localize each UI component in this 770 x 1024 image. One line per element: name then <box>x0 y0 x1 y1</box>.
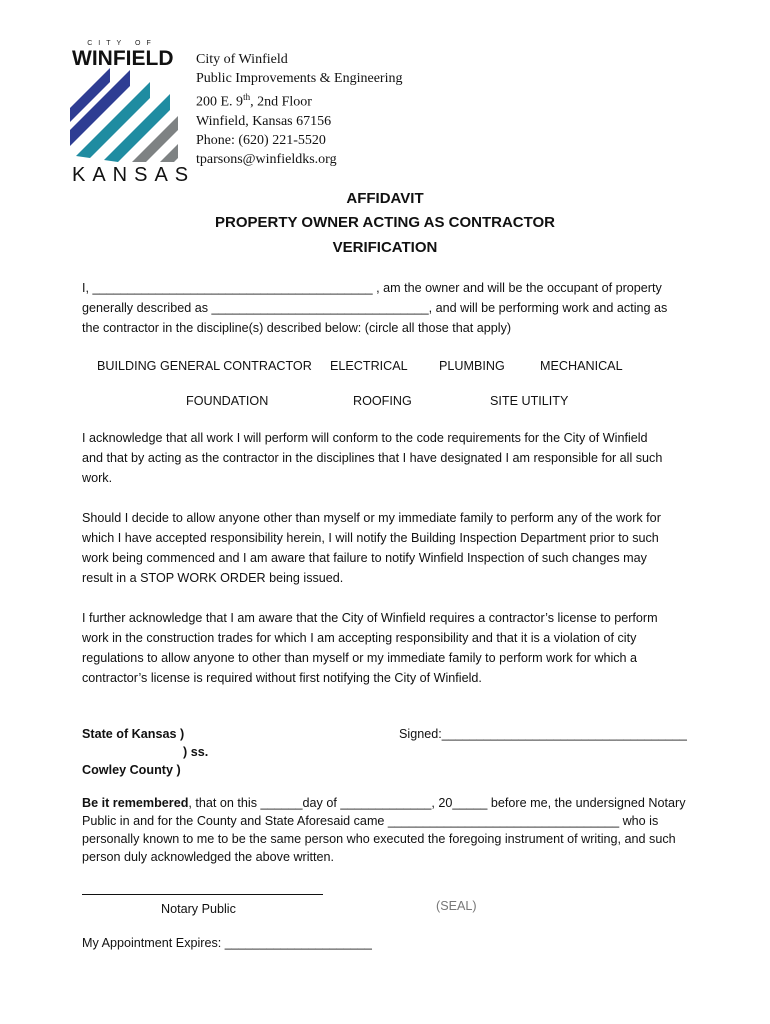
text-line: work being commenced and I am aware that failure to notify Winfield Inspection of such changes may <box>82 551 647 565</box>
text-line: work. <box>82 471 113 485</box>
title-property-owner: PROPERTY OWNER ACTING AS CONTRACTOR <box>214 214 555 231</box>
text-line: personally known to me to be the same person who executed the foregoing instrument of writing, and such <box>82 832 676 846</box>
city-logo <box>66 40 196 190</box>
trade-foundation[interactable]: FOUNDATION <box>186 394 269 408</box>
text-line: and that by acting as the contractor in the disciplines that I have designated I am responsible for all such <box>82 451 663 465</box>
title-verification: VERIFICATION <box>332 239 438 256</box>
remembered-paragraph <box>82 794 694 866</box>
text-line: work in the construction trades for which I am accepting responsibility and that it is a violation of city <box>82 631 637 645</box>
text-line: Public in and for the County and State Aforesaid came _________________________________ who is <box>82 814 659 828</box>
text-line: regulations to allow anyone to other than myself or my immediate family to perform work for which a <box>82 651 638 665</box>
address-street: 200 E. 9th, 2nd Floor <box>196 92 312 110</box>
logo-stripes-graphic <box>70 68 182 164</box>
address-email: tparsons@winfieldks.org <box>196 151 337 167</box>
acknowledge-paragraph <box>82 428 694 488</box>
appointment-expires-field[interactable]: My Appointment Expires: _____________________ <box>82 936 372 950</box>
trade-plumbing[interactable]: PLUMBING <box>439 359 505 373</box>
ss-label: ) ss. <box>183 745 209 759</box>
state-of-kansas: State of Kansas ) <box>82 727 185 741</box>
intro-line-2: generally described as _______________________________, and will be performing work and acting as <box>82 301 668 315</box>
address-org: City of Winfield <box>196 52 288 67</box>
notary-public-label: Notary Public <box>161 902 236 916</box>
license-paragraph <box>82 608 694 688</box>
trade-building-general-contractor[interactable]: BUILDING GENERAL CONTRACTOR <box>97 359 312 373</box>
trade-roofing[interactable]: ROOFING <box>353 394 412 408</box>
text-line: which I have accepted responsibility herein, I will notify the Building Inspection Department prior to such <box>82 531 659 545</box>
cowley-county: Cowley County ) <box>82 763 181 777</box>
trade-mechanical[interactable]: MECHANICAL <box>540 359 623 373</box>
address-block <box>196 50 402 169</box>
trade-electrical[interactable]: ELECTRICAL <box>330 359 408 373</box>
logo-winfield-text: WINFIELD <box>72 47 174 70</box>
intro-line-3: the contractor in the discipline(s) described below: (circle all those that apply) <box>82 321 512 335</box>
title-affidavit: AFFIDAVIT <box>346 190 424 207</box>
address-dept: Public Improvements & Engineering <box>196 71 403 86</box>
notify-paragraph <box>82 508 694 588</box>
remembered-line-1: Be it remembered, that on this ______day of _____________, 20_____ before me, the undersigned Notary <box>82 796 686 810</box>
logo-kansas-text: KANSAS <box>72 164 196 186</box>
seal-label: (SEAL) <box>436 899 477 913</box>
intro-paragraph <box>82 278 694 338</box>
logo-city-of-text: CITY OF <box>87 40 157 47</box>
intro-line-1: I, ________________________________________ , am the owner and will be the occupant of property <box>82 281 662 295</box>
logo-stripe-gray-2 <box>160 144 178 162</box>
trade-site-utility[interactable]: SITE UTILITY <box>490 394 569 408</box>
text-line: contractor’s license is required without first notifying the City of Winfield. <box>82 671 482 685</box>
text-line: result in a STOP WORK ORDER being issued. <box>82 571 344 585</box>
signed-field[interactable]: Signed:___________________________________ <box>399 727 687 741</box>
text-line: I further acknowledge that I am aware that the City of Winfield requires a contractor’s license to perform <box>82 611 658 625</box>
text-line: I acknowledge that all work I will perform will conform to the code requirements for the City of Winfield <box>82 431 648 445</box>
notary-signature-line[interactable] <box>82 894 323 895</box>
address-city: Winfield, Kansas 67156 <box>196 113 332 129</box>
text-line: person duly acknowledged the above written. <box>82 850 335 864</box>
text-line: Should I decide to allow anyone other than myself or my immediate family to perform any of the work for <box>82 511 661 525</box>
address-phone: Phone: (620) 221-5520 <box>196 132 326 148</box>
